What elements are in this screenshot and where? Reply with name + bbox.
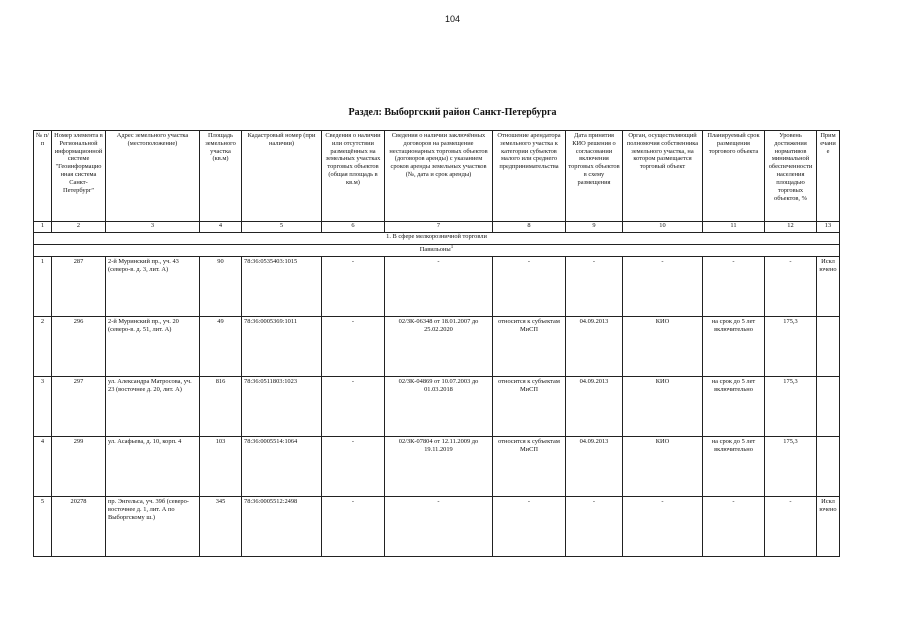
column-number-cell: 3 xyxy=(106,222,200,233)
table-cell: 175,3 xyxy=(765,437,817,497)
header-cell: Сведения о наличии заключённых договоров на размещение нестационарных торговых объектов (договоров аренды) с указанием сроков аренды земельных участков (№, дата и срок аренды) xyxy=(385,131,493,222)
table-cell: 2-й Муринский пр., уч. 20 (северо-в. д. 51, лит. А) xyxy=(106,317,200,377)
header-cell: № п/п xyxy=(34,131,52,222)
table-cell: 287 xyxy=(52,257,106,317)
column-number-cell: 5 xyxy=(242,222,322,233)
table-cell: - xyxy=(322,317,385,377)
table-cell: - xyxy=(703,257,765,317)
table-cell: Исключено xyxy=(817,497,840,557)
column-number-row xyxy=(34,222,840,233)
table-cell: 20278 xyxy=(52,497,106,557)
table-cell: КИО xyxy=(623,437,703,497)
column-number-cell: 8 xyxy=(493,222,566,233)
table-cell: относится к субъектам МиСП xyxy=(493,437,566,497)
table-cell: - xyxy=(322,257,385,317)
page-number: 104 xyxy=(444,14,461,24)
header-row xyxy=(34,131,840,222)
column-number-cell: 9 xyxy=(566,222,623,233)
header-cell: Дата принятия КИО решения о согласовании включения торговых объектов в схему размещения xyxy=(566,131,623,222)
table-cell: - xyxy=(322,377,385,437)
table-cell: - xyxy=(493,257,566,317)
table-cell: 5 xyxy=(34,497,52,557)
table-cell: 297 xyxy=(52,377,106,437)
column-number-cell: 12 xyxy=(765,222,817,233)
group-row xyxy=(34,233,840,245)
table-cell: 2 xyxy=(34,317,52,377)
table-cell: КИО xyxy=(623,317,703,377)
table-cell: 175,3 xyxy=(765,317,817,377)
table-cell: 78:36:0511803:1023 xyxy=(242,377,322,437)
column-number-cell: 13 xyxy=(817,222,840,233)
table-cell: относится к субъектам МиСП xyxy=(493,317,566,377)
header-cell: Номер элемента в Региональной информационной системе "Геоинформационная система Санкт-Петербург" xyxy=(52,131,106,222)
table-cell: 02/ЗК-06348 от 18.01.2007 до 25.02.2020 xyxy=(385,317,493,377)
column-number-cell: 11 xyxy=(703,222,765,233)
table-cell: 78:36:0535403:1015 xyxy=(242,257,322,317)
table-row xyxy=(34,377,840,437)
table-cell: 04.09.2013 xyxy=(566,317,623,377)
table-cell: 175,3 xyxy=(765,377,817,437)
header-cell: Планируемый срок размещения торгового объекта xyxy=(703,131,765,222)
subgroup-title-text: Павильоны xyxy=(419,246,451,254)
table-cell: 78:36:0005514:1064 xyxy=(242,437,322,497)
column-number-cell: 1 xyxy=(34,222,52,233)
column-number-cell: 10 xyxy=(623,222,703,233)
column-number-cell: 6 xyxy=(322,222,385,233)
table-cell: - xyxy=(566,257,623,317)
group-title: 1. В сфере мелкорозничной торговли xyxy=(34,233,840,245)
table-cell: на срок до 5 лет включительно xyxy=(703,437,765,497)
table-cell: пр. Энгельса, уч. 39б (северо-восточнее д. 1, лит. А по Выборгскому ш.) xyxy=(106,497,200,557)
table-cell: 816 xyxy=(200,377,242,437)
table-cell: 90 xyxy=(200,257,242,317)
table-cell: - xyxy=(493,497,566,557)
table-cell: - xyxy=(385,497,493,557)
subgroup-row xyxy=(34,245,840,257)
table-cell: 49 xyxy=(200,317,242,377)
table-cell: ул. Александра Матросова, уч. 23 (восточнее д. 20, лит. А) xyxy=(106,377,200,437)
table-cell xyxy=(817,317,840,377)
table-cell: на срок до 5 лет включительно xyxy=(703,377,765,437)
table-cell: 04.09.2013 xyxy=(566,437,623,497)
table-cell: 02/ЗК-04869 от 10.07.2003 до 01.03.2018 xyxy=(385,377,493,437)
table-cell: - xyxy=(322,437,385,497)
table-cell: 1 xyxy=(34,257,52,317)
table-cell: - xyxy=(322,497,385,557)
header-cell: Примечание xyxy=(817,131,840,222)
header-cell: Отношение арендатора земельного участка к категории субъектов малого или среднего предпринимательства xyxy=(493,131,566,222)
header-cell: Орган, осуществляющий полномочия собственника земельного участка, на котором размещается торговый объект xyxy=(623,131,703,222)
table-row xyxy=(34,437,840,497)
table-cell: на срок до 5 лет включительно xyxy=(703,317,765,377)
table-cell: 04.09.2013 xyxy=(566,377,623,437)
table-cell: 78:36:0005512:2498 xyxy=(242,497,322,557)
header-cell: Сведения о наличии или отсутствии размещённых на земельных участках торговых объектов (общая площадь в кв.м) xyxy=(322,131,385,222)
table-cell: 345 xyxy=(200,497,242,557)
table-cell: - xyxy=(703,497,765,557)
column-number-cell: 2 xyxy=(52,222,106,233)
header-cell: Площадь земельного участка (кв.м) xyxy=(200,131,242,222)
header-cell: Адрес земельного участка (местоположение) xyxy=(106,131,200,222)
header-cell: Кадастровый номер (при наличии) xyxy=(242,131,322,222)
table-cell: относится к субъектам МиСП xyxy=(493,377,566,437)
table-cell: 02/ЗК-07804 от 12.11.2009 до 19.11.2019 xyxy=(385,437,493,497)
table-row xyxy=(34,317,840,377)
table-cell: 2-й Муринский пр., уч. 43 (северо-в. д. 3, лит. А) xyxy=(106,257,200,317)
table-row xyxy=(34,257,840,317)
table-cell: 78:36:0005369:1011 xyxy=(242,317,322,377)
table-cell: - xyxy=(623,497,703,557)
table-cell: - xyxy=(765,497,817,557)
table-cell xyxy=(817,437,840,497)
table-cell: - xyxy=(765,257,817,317)
table-cell xyxy=(817,377,840,437)
table-cell: 4 xyxy=(34,437,52,497)
table-cell: - xyxy=(385,257,493,317)
registry-table xyxy=(33,130,840,557)
table-cell: 103 xyxy=(200,437,242,497)
table-cell: 296 xyxy=(52,317,106,377)
table-row xyxy=(34,497,840,557)
table-cell: - xyxy=(566,497,623,557)
footnote-mark: 1 xyxy=(450,245,454,250)
table-cell: Исключено xyxy=(817,257,840,317)
column-number-cell: 4 xyxy=(200,222,242,233)
header-cell: Уровень достижения нормативов минимальной обеспеченности населения площадью торговых объектов, % xyxy=(765,131,817,222)
table-cell: ул. Асафьева, д. 10, корп. 4 xyxy=(106,437,200,497)
table-cell: 299 xyxy=(52,437,106,497)
table-cell: - xyxy=(623,257,703,317)
table-cell: КИО xyxy=(623,377,703,437)
table-cell: 3 xyxy=(34,377,52,437)
column-number-cell: 7 xyxy=(385,222,493,233)
section-title: Раздел: Выборгский район Санкт-Петербурга xyxy=(348,107,557,118)
subgroup-title xyxy=(34,245,840,257)
